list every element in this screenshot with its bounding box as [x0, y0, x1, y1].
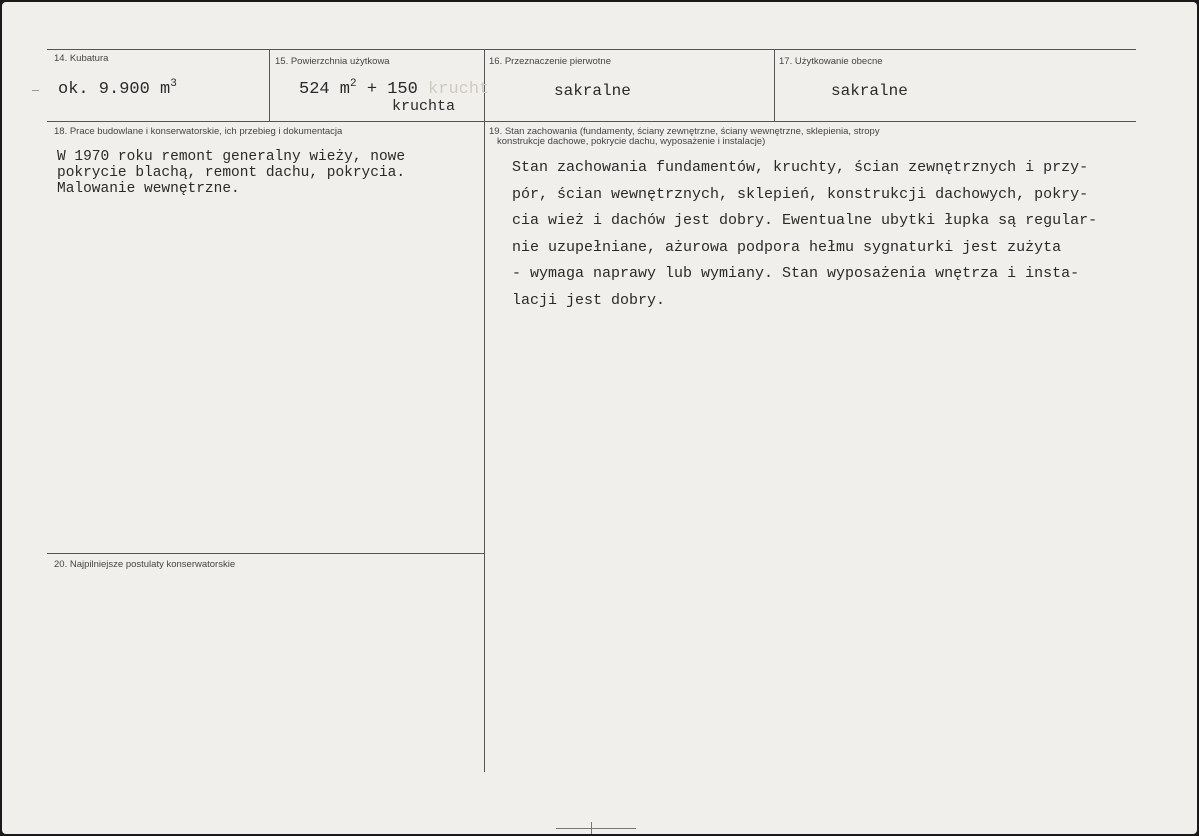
field-18-line: W 1970 roku remont generalny wieży, nowe — [57, 149, 406, 165]
field-15-value — [299, 80, 489, 99]
field-14-label: 14. Kubatura — [54, 53, 109, 64]
field-19-line: pór, ścian wewnętrznych, sklepień, konstrukcji dachowych, pokry- — [512, 185, 1089, 203]
field-16-value: sakralne — [554, 82, 631, 100]
row-divider — [47, 121, 1136, 122]
field-19-line: Stan zachowania fundamentów, kruchty, ścian zewnętrznych i przy- — [512, 159, 1089, 176]
field-20-label: 20. Najpilniejsze postulaty konserwatorskie — [54, 559, 236, 570]
col-divider-16-17 — [774, 49, 775, 121]
col-divider-15-16 — [484, 49, 485, 772]
field-15-value-line2: kruchta — [392, 98, 456, 115]
margin-dash — [32, 90, 39, 91]
field-15-label: 15. Powierzchnia użytkowa — [275, 56, 390, 67]
field-19-label-line1: 19. Stan zachowania (fundamenty, ściany zewnętrzne, ściany wewnętrzne, sklepienia, stropy — [489, 126, 880, 137]
field-18-label: 18. Prace budowlane i konserwatorskie, ich przebieg i dokumentacja — [54, 126, 343, 137]
bottom-fold-mark — [556, 828, 636, 829]
field-19-line: lacji jest dobry. — [512, 291, 666, 309]
bottom-fold-tick — [591, 822, 592, 834]
field-19-line: nie uzupełniane, ażurowa podpora hełmu sygnaturki jest zużyta — [512, 238, 1062, 256]
field-16-label: 16. Przeznaczenie pierwotne — [489, 56, 611, 67]
field-18-line: Malowanie wewnętrzne. — [57, 181, 240, 197]
field-19-line: - wymaga naprawy lub wymiany. Stan wyposażenia wnętrza i insta- — [512, 265, 1080, 282]
field-19-line: cia wież i dachów jest dobry. Ewentualne ubytki łupka są regular- — [512, 212, 1098, 229]
top-rule — [47, 49, 1136, 50]
field-15-unit-exponent: 2 — [350, 78, 357, 90]
section-18-20-divider — [47, 553, 484, 554]
field-18-line: pokrycie blachą, remont dachu, pokrycia. — [57, 165, 406, 181]
field-14-unit-exponent: 3 — [170, 78, 177, 90]
field-15-struck-word: krucht — [428, 80, 490, 99]
field-17-value: sakralne — [831, 82, 908, 100]
field-19-text — [512, 155, 1097, 314]
field-15-addition: + 150 — [356, 80, 429, 99]
col-divider-14-15 — [269, 49, 270, 121]
field-14-volume: ok. 9.900 m — [58, 80, 171, 99]
field-19-label-line2: konstrukcje dachowe, pokrycie dachu, wyposażenie i instalacje) — [497, 136, 766, 147]
field-15-area: 524 m — [299, 80, 351, 99]
field-18-text — [57, 149, 405, 197]
field-14-value — [58, 80, 177, 99]
field-17-label: 17. Użytkowanie obecne — [779, 56, 883, 67]
